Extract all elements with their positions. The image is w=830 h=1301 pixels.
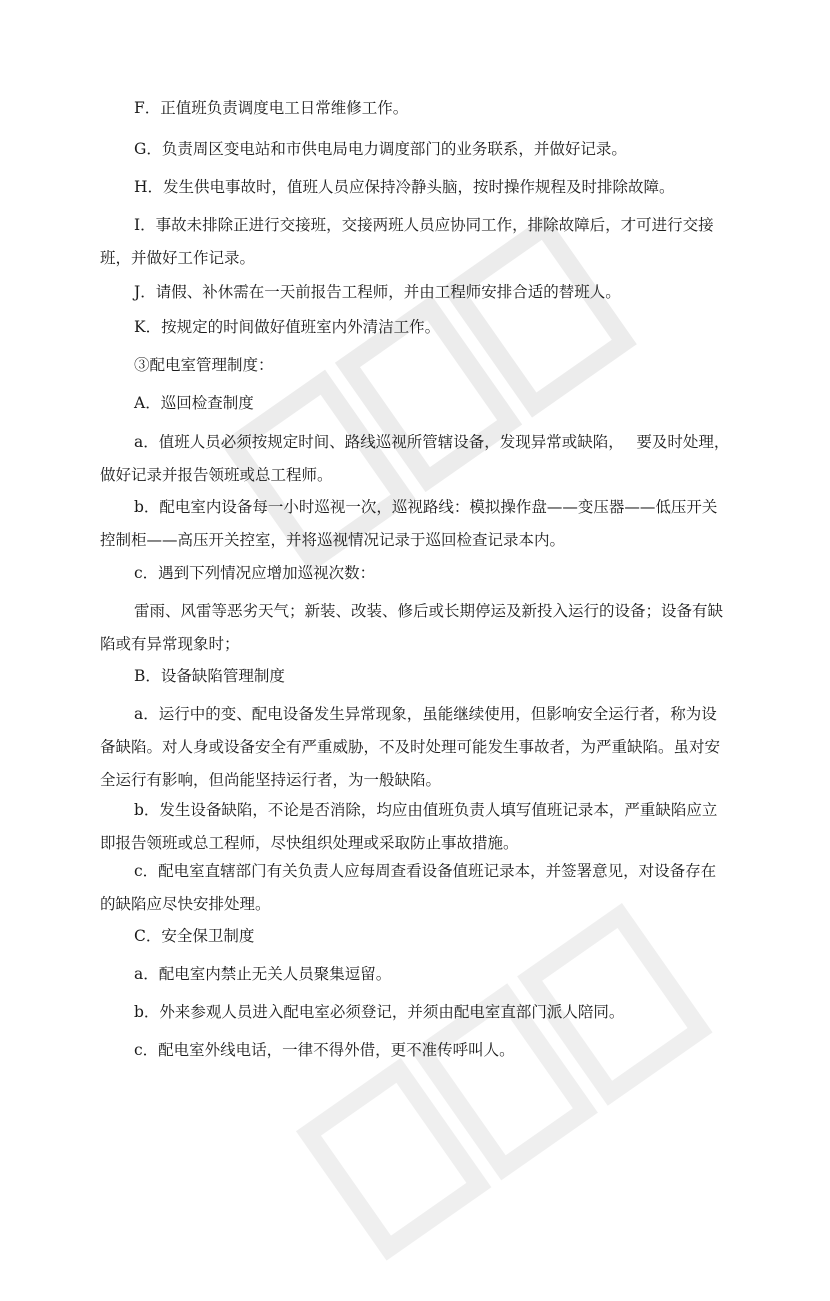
heading-defect-management: B．设备缺陷管理制度: [134, 667, 285, 685]
paragraph-defect-b: b．发生设备缺陷，不论是否消除，均应由值班负责人填写值班记录本，严重缺陷应立即报告领班或总工程师，尽快组织处理或采取防止事故措施。: [100, 801, 718, 852]
section-heading-power-room: ③配电室管理制度：: [134, 356, 274, 374]
paragraph-patrol-conditions: 雷雨、风雷等恶劣天气；新装、改装、修后或长期停运及新投入运行的设备；设备有缺陷或有异常现象时；: [100, 602, 724, 653]
heading-patrol-inspection: A．巡回检查制度: [134, 394, 254, 412]
paragraph-patrol-b: b．配电室内设备每一小时巡视一次，巡视路线：模拟操作盘——变压器——低压开关控制柜——高压开关控室，并将巡视情况记录于巡回检查记录本内。: [100, 498, 718, 549]
paragraph-security-a: a．配电室内禁止无关人员聚集逗留。: [134, 965, 392, 983]
paragraph-security-b: b．外来参观人员进入配电室必须登记，并须由配电室直部门派人陪同。: [134, 1003, 625, 1021]
paragraph-defect-a: a．运行中的变、配电设备发生异常现象，虽能继续使用，但影响安全运行者，称为设备缺陷。对人身或设备安全有严重威胁，不及时处理可能发生事故者，为严重缺陷。虽对安全运行有影响，但尚能坚持运行者，为一般缺陷。: [100, 705, 721, 789]
paragraph-patrol-c: c．遇到下列情况应增加巡视次数：: [134, 564, 376, 582]
paragraph-g: G．负责周区变电站和市供电局电力调度部门的业务联系，并做好记录。: [134, 140, 627, 158]
heading-security: C．安全保卫制度: [134, 927, 255, 945]
paragraph-k: K．按规定的时间做好值班室内外清洁工作。: [134, 318, 441, 336]
paragraph-h: H．发生供电事故时，值班人员应保持冷静头脑，按时操作规程及时排除故障。: [134, 178, 675, 196]
paragraph-i: I．事故未排除正进行交接班，交接两班人员应协同工作，排除故障后，才可进行交接班，并做好工作记录。: [100, 216, 714, 267]
paragraph-defect-c: c．配电室直辖部门有关负责人应每周查看设备值班记录本，并签署意见，对设备存在的缺陷应尽快安排处理。: [100, 862, 717, 913]
paragraph-f: F．正值班负责调度电工日常维修工作。: [134, 99, 409, 117]
paragraph-security-c: c．配电室外线电话，一律不得外借，更不准传呼叫人。: [134, 1041, 515, 1059]
paragraph-patrol-a: a．值班人员必须按规定时间、路线巡视所管辖设备，发现异常或缺陷， 要及时处理，做好记录并报告领班或总工程师。: [100, 433, 730, 484]
paragraph-j: J．请假、补休需在一天前报告工程师，并由工程师安排合适的替班人。: [134, 283, 621, 301]
